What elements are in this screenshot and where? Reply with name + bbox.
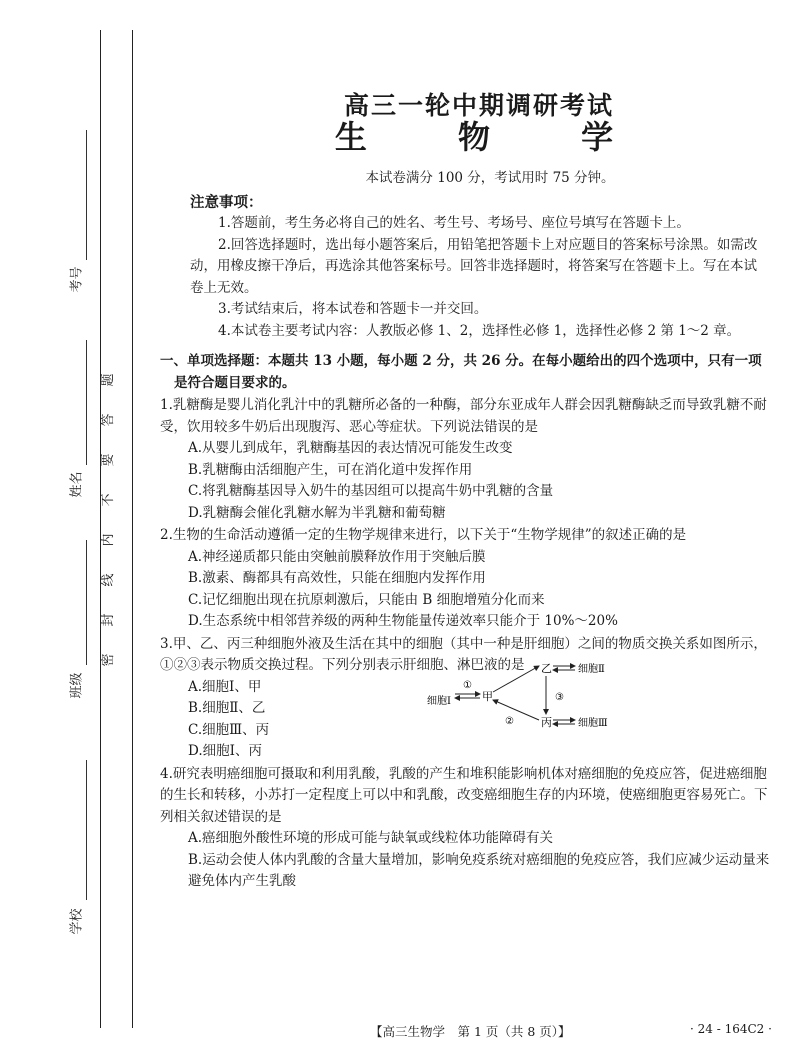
arrow-jia-to-yi	[493, 666, 539, 692]
diagram-cell2: 细胞Ⅱ	[578, 664, 605, 675]
notice-item: 4.本试卷主要考试内容：人教版必修 1、2，选择性必修 1，选择性必修 2 第 1～2 章。	[218, 322, 741, 339]
seal-char: 要	[101, 453, 116, 467]
diagram-label-1: ①	[463, 680, 472, 691]
seal-char: 答	[101, 413, 116, 427]
seal-char: 内	[101, 533, 116, 547]
diagram-jia: 甲	[482, 690, 493, 703]
exam-page	[160, 91, 770, 893]
diagram-label-2: ②	[505, 716, 514, 727]
option-a: A.神经递质都只能由突触前膜释放作用于突触后膜	[188, 548, 486, 565]
seal-char: 线	[101, 573, 116, 587]
question-2	[160, 525, 770, 633]
notice-item: 1.答题前，考生务必将自己的姓名、考生号、考场号、座位号填写在答题卡上。	[218, 215, 690, 231]
option-c: C.记忆细胞出现在抗原刺激后，只能由 B 细胞增殖分化而来	[188, 591, 545, 608]
section-heading-line1: 一、单项选择题：本题共 13 小题，每小题 2 分，共 26 分。在每小题给出的四个选项中，只有一项	[160, 353, 762, 369]
seal-char: 封	[101, 613, 116, 627]
section-heading	[160, 351, 770, 394]
option-c: C.将乳糖酶基因导入奶牛的基因组可以提高牛奶中乳糖的含量	[188, 483, 554, 499]
school-label: 学校	[69, 908, 85, 935]
arrow-bing-to-jia	[493, 700, 539, 720]
page-footer: 【高三生物学 第 1 页（共 8 页）】	[370, 1024, 571, 1039]
diagram-cell3: 细胞Ⅲ	[578, 718, 608, 729]
option-a: A.癌细胞外酸性环境的形成可能与缺氧或线粒体功能障碍有关	[188, 830, 554, 846]
name-label: 姓名	[69, 471, 85, 498]
option-d: D.乳糖酶会催化乳糖水解为半乳糖和葡萄糖	[188, 504, 446, 521]
diagram-bing: 丙	[541, 716, 552, 729]
option-a: A.从婴儿到成年，乳糖酶基因的表达情况可能发生改变	[188, 440, 513, 456]
question-1	[160, 395, 770, 524]
question-stem: 1.乳糖酶是婴儿消化乳汁中的乳糖所必备的一种酶，部分东亚成年人群会因乳糖酶缺乏而导致乳糖不耐受，饮用较多牛奶后出现腹泻、恶心等症状。下列说法错误的是	[160, 397, 767, 435]
option-c: C.细胞Ⅲ、丙	[188, 721, 270, 738]
name-line	[86, 340, 87, 465]
seal-char: 不	[101, 493, 116, 507]
class-label: 班级	[69, 672, 85, 699]
exam-no-line	[86, 130, 87, 260]
option-a: A.细胞Ⅰ、甲	[188, 678, 262, 695]
seal-text-column	[101, 360, 126, 680]
exchange-diagram	[425, 652, 610, 742]
section-heading-line2: 是符合题目要求的。	[174, 374, 296, 391]
option-d: D.细胞Ⅰ、丙	[188, 743, 262, 759]
option-d: D.生态系统中相邻营养级的两种生物能量传递效率只能介于 10%～20%	[188, 613, 618, 629]
option-b: B.乳糖酶由活细胞产生，可在消化道中发挥作用	[188, 461, 473, 478]
binding-line-inner	[132, 30, 133, 1028]
diagram-cell1: 细胞Ⅰ	[427, 696, 451, 707]
option-b: B.细胞Ⅱ、乙	[188, 700, 266, 716]
page-code: · 24 - 164C2 ·	[690, 1022, 772, 1036]
notice-item: 2.回答选择题时，选出每小题答案后，用铅笔把答题卡上对应题目的答案标号涂黑。如需改动，用橡皮擦干净后，再选涂其他答案标号。回答非选择题时，将答案写在答题卡上。写在本试卷上无效。	[190, 236, 758, 296]
subject-title: 生 物 学	[334, 117, 654, 156]
notice-item: 3.考试结束后，将本试卷和答题卡一并交回。	[218, 301, 488, 317]
exam-info: 本试卷满分 100 分，考试用时 75 分钟。	[365, 170, 615, 186]
question-stem: 3.甲、乙、丙三种细胞外液及生活在其中的细胞（其中一种是肝细胞）之间的物质交换关系如图所示，①②③表示物质交换过程。下列分别表示肝细胞、淋巴液的是	[160, 635, 767, 673]
seal-char: 密	[101, 653, 116, 667]
exam-title: 高三一轮中期调研考试	[343, 91, 614, 120]
binding-line-outer	[100, 30, 101, 1028]
notice-list	[190, 213, 770, 342]
diagram-yi: 乙	[541, 662, 552, 675]
option-b: B.激素、酶都具有高效性，只能在细胞内发挥作用	[188, 570, 486, 586]
question-stem: 4.研究表明癌细胞可摄取和利用乳酸，乳酸的产生和堆积能影响机体对癌细胞的免疫应答，促进癌细胞的生长和转移，小苏打一定程度上可以中和乳酸，改变癌细胞生存的内环境，使癌细胞更容易死亡。下列相关叙述错误的是	[160, 765, 768, 825]
class-line	[86, 540, 87, 665]
question-4	[160, 764, 770, 893]
option-b: B.运动会使人体内乳酸的含量大量增加，影响免疫系统对癌细胞的免疫应答，我们应减少运动量来避免体内产生乳酸	[188, 851, 770, 889]
school-line	[86, 760, 87, 900]
exam-no-label: 考号	[69, 266, 85, 293]
notice-title: 注意事项：	[190, 193, 263, 211]
diagram-label-3: ③	[555, 692, 564, 703]
seal-char: 题	[101, 373, 116, 387]
question-stem: 2.生物的生命活动遵循一定的生物学规律来进行，以下关于“生物学规律”的叙述正确的是	[160, 527, 687, 543]
